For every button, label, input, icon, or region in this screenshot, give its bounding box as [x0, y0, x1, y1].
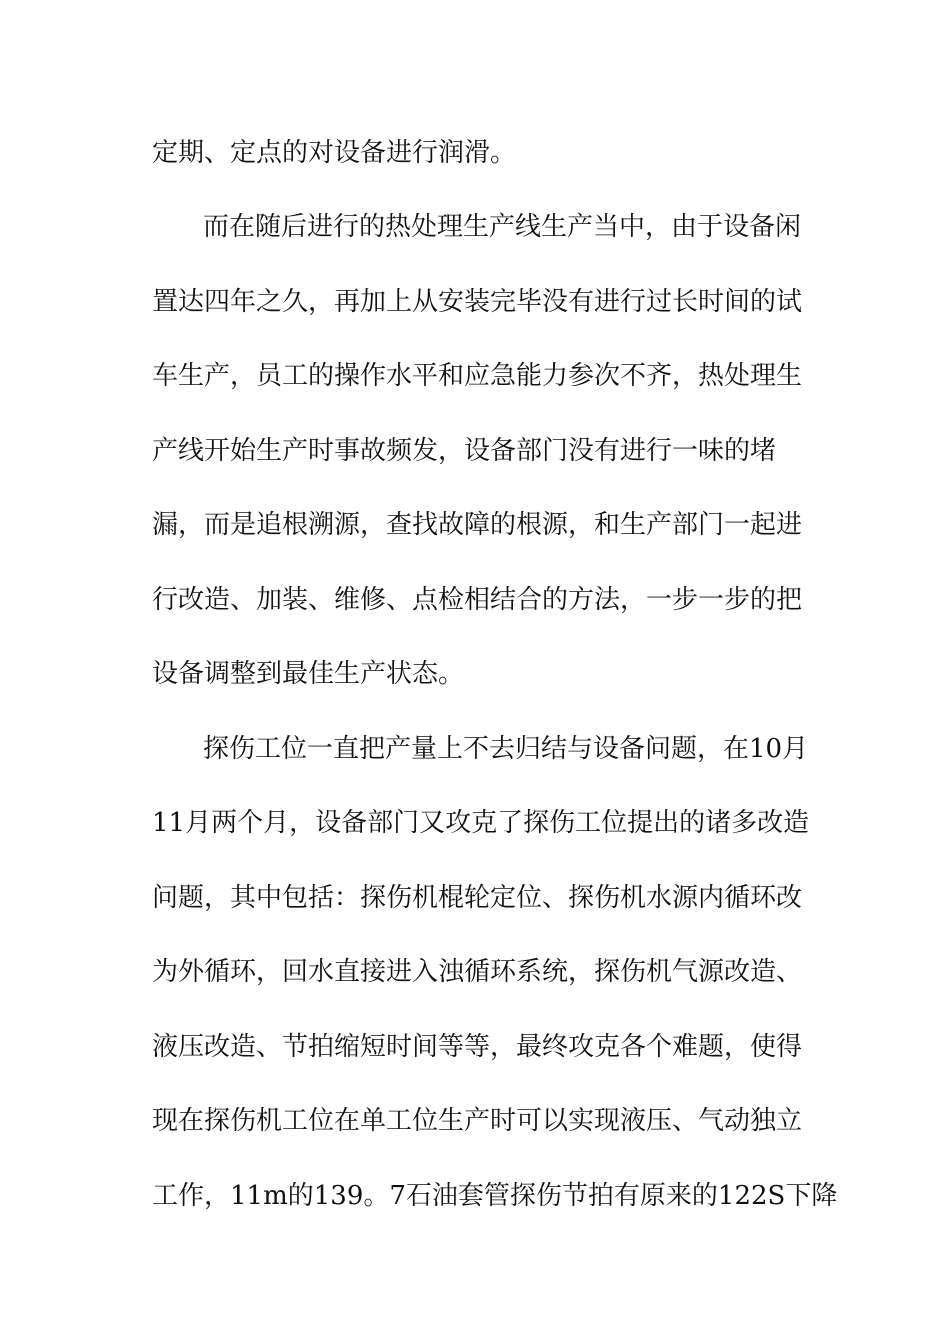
text-line: 产线开始生产时事故频发，设备部门没有进行一味的堵	[152, 436, 777, 466]
text-line: 置达四年之久，再加上从安装完毕没有进行过长时间的试	[152, 287, 803, 317]
text-line: 行改造、加装、维修、点检相结合的方法，一步一步的把	[152, 585, 803, 615]
text-line: 定期、定点的对设备进行润滑。	[152, 138, 517, 168]
text-line: 问题，其中包括：探伤机棍轮定位、探伤机水源内循环改	[152, 883, 803, 913]
text-line: 11月两个月，设备部门又攻克了探伤工位提出的诸多改造	[152, 808, 810, 838]
text-line: 为外循环，回水直接进入浊循环系统，探伤机气源改造、	[152, 957, 803, 987]
text-line: 工作，11m的139。7石油套管探伤节拍有原来的122S下降	[152, 1181, 838, 1211]
text-line: 漏，而是追根溯源，查找故障的根源，和生产部门一起进	[152, 510, 803, 540]
text-line: 设备调整到最佳生产状态。	[152, 659, 465, 689]
text-line: 车生产，员工的操作水平和应急能力参次不齐，热处理生	[152, 361, 803, 391]
paragraph-first-line: 而在随后进行的热处理生产线生产当中，由于设备闲	[203, 212, 802, 242]
text-line: 现在探伤机工位在单工位生产时可以实现液压、气动独立	[152, 1106, 803, 1136]
text-line: 液压改造、节拍缩短时间等等，最终攻克各个难题，使得	[152, 1032, 803, 1062]
paragraph-first-line: 探伤工位一直把产量上不去归结与设备问题，在10月	[203, 734, 809, 764]
